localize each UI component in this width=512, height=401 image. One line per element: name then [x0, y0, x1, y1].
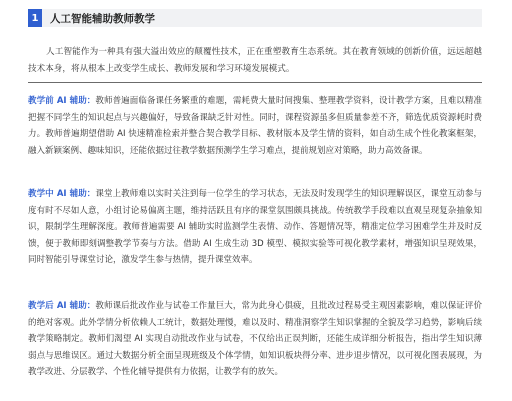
paragraph-lead: 教学后 AI 辅助：	[28, 301, 96, 311]
divider	[28, 82, 482, 83]
intro-paragraph: 人工智能作为一种具有强大溢出效应的颠覆性技术，正在重塑教育生态系统。其在教育领域的创新价值，远远超越技术本身，将从根本上改变学生成长、教师发展和学习环境发展模式。	[28, 47, 482, 74]
paragraph-during-class	[28, 186, 482, 269]
paragraph-before-class	[28, 93, 482, 159]
paragraph-lead: 教学中 AI 辅助：	[28, 189, 96, 199]
paragraph-body: 教师普遍面临备课任务繁重的难题，需耗费大量时间搜集、整理教学资料，设计教学方案，且难以精准把握不同学生的知识起点与兴趣偏好，导致备课缺乏针对性。同时，课程资源虽多但质量参差不齐，筛选优质资源耗时费力。教师普遍期望借助 AI 快速精准检索并整合契合教学目标、教材版本及学生情的资料，如自动生成个性化教案框架，融入新颖案例、趣味知识，还能依据过往教学数据预测学生学习难点，提前规划应对策略，助力高效备课。	[28, 96, 482, 156]
paragraph-body: 教师课后批改作业与试卷工作量巨大，常为此身心俱疲，且批改过程易受主观因素影响，难以保证评价的绝对客观。此外学情分析依赖人工统计，数据处理慢，难以及时、精准洞察学生知识掌握的全貌及学习趋势，影响后续教学策略制定。教师们渴望 AI 实现自动批改作业与试卷，不仅给出正误判断，还能生成详细分析报告，指出学生知识薄弱点与思维误区。通过大数据分析全面呈现班级及个体学情，如知识板块得分率、进步退步情况，以可视化图表展现，为教学改进、分层教学、个性化辅导提供有力依据，让教学有的放矢。	[28, 301, 482, 378]
section-number-badge: 1	[28, 9, 42, 27]
paragraph-lead: 教学前 AI 辅助：	[28, 96, 96, 106]
paragraph-body: 课堂上教师难以实时关注到每一位学生的学习状态，无法及时发现学生的知识理解误区，课堂互动参与度有时不尽如人意，小组讨论易偏离主题，维持活跃且有序的课堂氛围颇具挑战。传统教学手段难以直观呈现复杂抽象知识，限制学生理解深度。教师普遍需要 AI 辅助实时监测学生表情、动作、答题情况等，精准定位学习困难学生并及时反馈，便于教师即刻调整教学节奏与方法。借助 AI 生成生动 3D 模型、模拟实验等可视化教学素材，增强知识呈现效果，同时智能引导课堂讨论，激发学生参与热情，提升课堂效率。	[28, 189, 482, 266]
section-title: 人工智能辅助教师教学	[50, 12, 155, 25]
section-header	[28, 9, 482, 27]
paragraph-after-class	[28, 298, 482, 381]
